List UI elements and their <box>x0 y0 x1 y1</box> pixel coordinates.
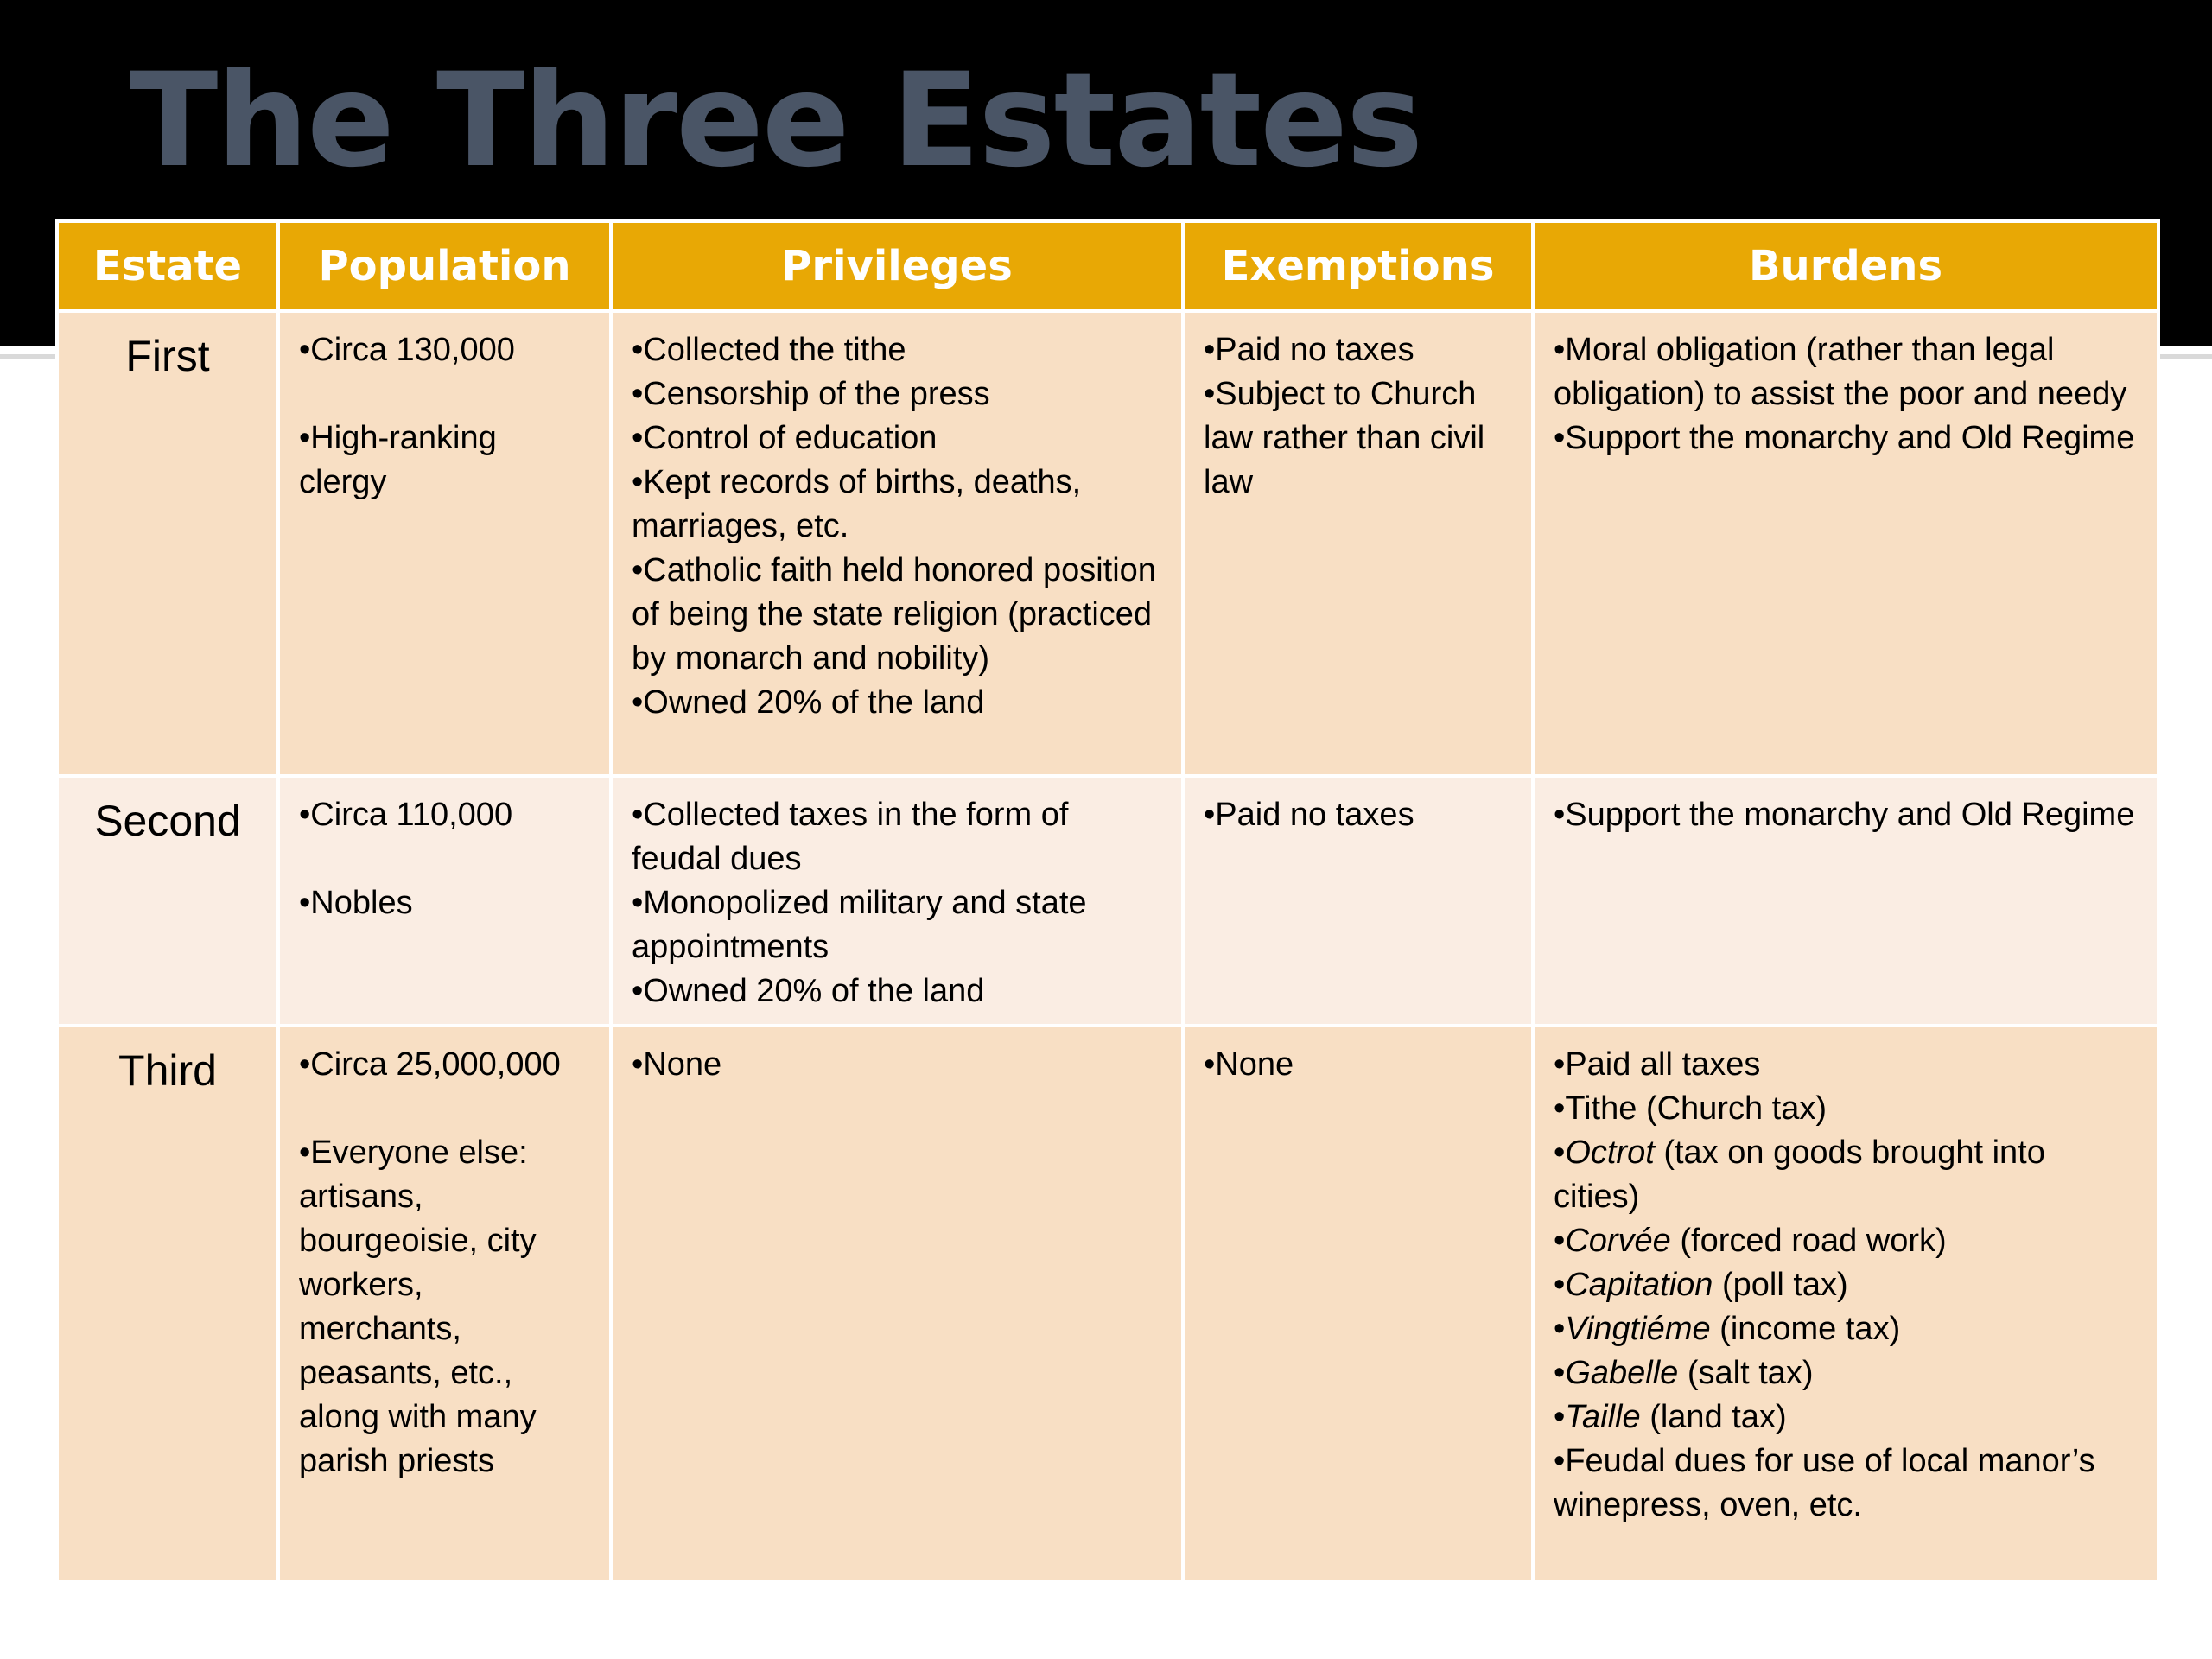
burden-item: •Vingtiéme (income tax) <box>1554 1311 1901 1347</box>
privilege-item: •Censorship of the press <box>632 376 990 412</box>
privilege-item: •Control of education <box>632 420 938 456</box>
population-line: •Circa 130,000 <box>299 332 515 368</box>
privileges-cell <box>611 311 1183 776</box>
header-privileges: Privileges <box>611 221 1183 311</box>
burden-item: •Taille (land tax) <box>1554 1399 1787 1435</box>
privilege-item: •Owned 20% of the land <box>632 684 985 721</box>
estate-name-cell: Third <box>57 1026 278 1581</box>
population-line: •Nobles <box>299 885 413 921</box>
privilege-item: •Kept records of births, deaths, marriages, etc. <box>632 464 1082 544</box>
table-header-row <box>57 221 2158 311</box>
privilege-item: •Collected the tithe <box>632 332 906 368</box>
header-exemptions: Exemptions <box>1183 221 1533 311</box>
burden-item: •Capitation (poll tax) <box>1554 1267 1848 1303</box>
slide-title: The Three Estates <box>130 46 1422 196</box>
burden-item: •Support the monarchy and Old Regime <box>1554 420 2135 456</box>
population-cell <box>278 776 611 1026</box>
exemptions-cell <box>1183 311 1533 776</box>
burden-item: •Feudal dues for use of local manor’s winepress, oven, etc. <box>1554 1443 2095 1523</box>
privilege-item: •Catholic faith held honored position of being the state religion (practiced by monarch and nobility) <box>632 552 1156 677</box>
exemption-item: •None <box>1204 1046 1294 1083</box>
burden-item: •Gabelle (salt tax) <box>1554 1355 1814 1391</box>
population-line: •High-ranking clergy <box>299 420 497 500</box>
burdens-cell <box>1533 1026 2158 1581</box>
table-row-third-estate <box>57 1026 2158 1581</box>
exemption-item: •Paid no taxes <box>1204 332 1414 368</box>
privilege-item: •Owned 20% of the land <box>632 973 985 1009</box>
privilege-item: •Monopolized military and state appointments <box>632 885 1087 965</box>
estate-name-cell: Second <box>57 776 278 1026</box>
privilege-item: •Collected taxes in the form of feudal dues <box>632 797 1069 877</box>
burden-item: •Corvée (forced road work) <box>1554 1223 1947 1259</box>
population-line: •Circa 110,000 <box>299 797 513 833</box>
header-burdens: Burdens <box>1533 221 2158 311</box>
burden-item: •Paid all taxes <box>1554 1046 1761 1083</box>
exemptions-cell <box>1183 1026 1533 1581</box>
header-population: Population <box>278 221 611 311</box>
population-line: •Everyone else: artisans, bourgeoisie, city workers, merchants, peasants, etc., along with many parish priests <box>299 1135 537 1479</box>
estates-table <box>55 219 2160 1583</box>
estate-name-cell: First <box>57 311 278 776</box>
burdens-cell <box>1533 776 2158 1026</box>
population-cell <box>278 311 611 776</box>
exemption-item: •Subject to Church law rather than civil law <box>1204 376 1485 500</box>
population-line: •Circa 25,000,000 <box>299 1046 561 1083</box>
privilege-item: •None <box>632 1046 722 1083</box>
table-row-first-estate <box>57 311 2158 776</box>
burdens-cell <box>1533 311 2158 776</box>
burden-item: •Moral obligation (rather than legal obligation) to assist the poor and needy <box>1554 332 2127 412</box>
burden-item: •Octrot (tax on goods brought into cities) <box>1554 1135 2045 1215</box>
exemption-item: •Paid no taxes <box>1204 797 1414 833</box>
exemptions-cell <box>1183 776 1533 1026</box>
header-estate: Estate <box>57 221 278 311</box>
privileges-cell <box>611 776 1183 1026</box>
burden-item: •Tithe (Church tax) <box>1554 1090 1827 1127</box>
population-cell <box>278 1026 611 1581</box>
table-row-second-estate <box>57 776 2158 1026</box>
burden-item: •Support the monarchy and Old Regime <box>1554 797 2135 833</box>
privileges-cell <box>611 1026 1183 1581</box>
